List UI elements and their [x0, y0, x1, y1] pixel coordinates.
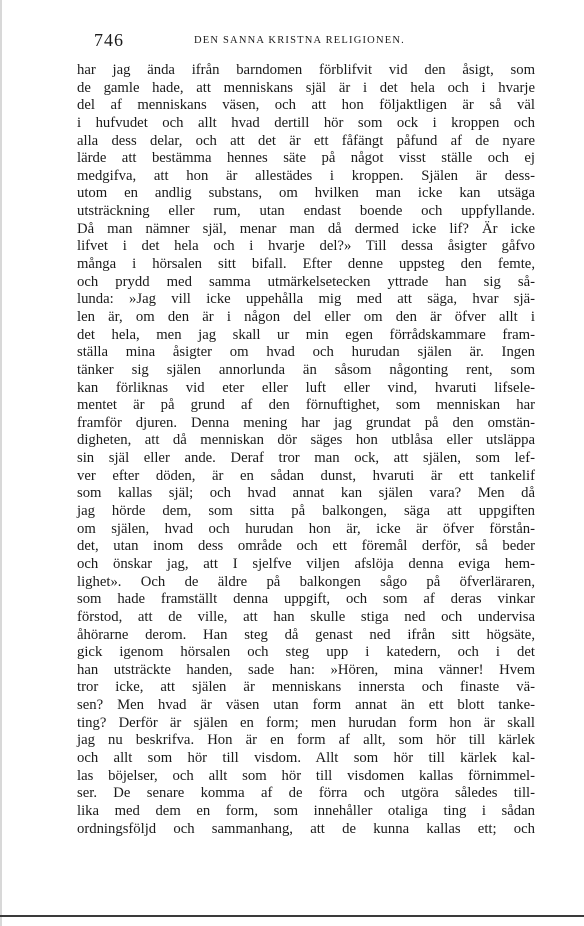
text-line: gick igenom hörsalen och steg upp i katedern, och i det [77, 644, 535, 661]
page-number: 746 [94, 30, 124, 50]
bottom-rule [0, 915, 584, 917]
text-line: del af menniskans väsen, och att hon följaktligen är så väl [77, 97, 535, 114]
text-line: och önskar jag, att I sjelfve viljen afslöja denna eviga hem- [77, 555, 535, 572]
text-line: ver efter döden, är en sådan dunst, hvaruti är ett tankelif [77, 467, 535, 484]
text-line: han utsträckte handen, sade han: »Hören, mina vänner! Hvem [77, 661, 535, 678]
text-line: det hela, men jag skall ur min egen förrådskammare fram- [77, 326, 535, 343]
text-line: och allt som hör till visdom. Allt som hör till kärlek kal- [77, 749, 535, 766]
text-line: många i hörsalen sitt bifall. Efter denne uppsteg den femte, [77, 256, 535, 273]
text-line: om själen, hvad och hurudan hon är, icke är öfver förstån- [77, 520, 535, 537]
text-line: len är, om den är i någon del eller om den är öfver allt i [77, 308, 535, 325]
text-line: kan förliknas vid eter eller luft eller vind, hvaruti lifsele- [77, 379, 535, 396]
text-line: och prydd med samma utmärkelsetecken yttrade han sig så- [77, 273, 535, 290]
text-line: digheten, att då menniskan dör säges hon utblåsa eller utsläppa [77, 432, 535, 449]
text-line: lärde att bestämma hennes säte på något visst ställe och ej [77, 150, 535, 167]
text-line: de gamle hade, att menniskans själ är i det hela och i hvarje [77, 79, 535, 96]
text-line: las böjelser, och allt som hör till visdomen kallas förnimmel- [77, 767, 535, 784]
text-line: utom en andlig substans, om hvilken man icke kan utsäga [77, 185, 535, 202]
text-line: lighet». Och de äldre på balkongen sågo på öfverläraren, [77, 573, 535, 590]
page-header [94, 30, 534, 52]
text-line: som hade framställt denna uppgift, och som af deras vinkar [77, 591, 535, 608]
text-line: jag nu beskrifva. Hon är en form af allt, som hör till kärlek [77, 732, 535, 749]
text-line: som kallas själ; och hvad annat kan själen vara? Men då [77, 485, 535, 502]
text-line: utsträckning eller rum, utan endast boende och uppfyllande. [77, 203, 535, 220]
text-line: mentet är på grund af den förnuftighet, som menniskan har [77, 397, 535, 414]
text-line: lunda: »Jag vill icke uppehålla mig med att säga, hvar sjä- [77, 291, 535, 308]
text-line: förstod, att de ville, att han skulle stiga ned och undervisa [77, 608, 535, 625]
text-line: sin själ eller ande. Deraf tror man ock, att själen, som lef- [77, 450, 535, 467]
running-head: DEN SANNA KRISTNA RELIGIONEN. [194, 35, 405, 46]
body-text [77, 62, 535, 838]
text-line: sen? Men hvad är väsen utan form annat än ett blott tanke- [77, 697, 535, 714]
page-edge [0, 0, 2, 926]
text-line: lika med dem en form, som innehåller otaliga ting i sådan [77, 802, 535, 819]
text-line: Då man nämner själ, menar man då dermed icke lif? Är icke [77, 220, 535, 237]
text-line: har jag ända ifrån barndomen förblifvit vid den åsigt, som [77, 62, 535, 78]
text-line: jag hörde dem, som sitta på balkongen, säga att uppgiften [77, 503, 535, 520]
text-line: tänker sig själen annorlunda än såsom någonting rent, som [77, 361, 535, 378]
text-line: medgifva, att hon är allestädes i kroppen. Själen är dess- [77, 167, 535, 184]
text-line: ställa mina åsigter om hvad och hurudan själen är. Ingen [77, 344, 535, 361]
text-line: tror icke, att själen är menniskans innersta och finaste vä- [77, 679, 535, 696]
text-line: åhörarne derom. Han steg då genast ned ifrån sitt högsäte, [77, 626, 535, 643]
text-line: ser. De senare komma af de förra och utgöra således till- [77, 785, 535, 802]
text-line: framför djuren. Denna mening har jag grundat på den omstän- [77, 414, 535, 431]
text-line: ting? Derför är själen en form; men hurudan form hon är skall [77, 714, 535, 731]
text-line: alla dess delar, och att det är ett fåfängt påfund af de nyare [77, 132, 535, 149]
text-line: i hufvudet och allt hvad dertill hör som ock i kroppen och [77, 114, 535, 131]
text-line: lifvet i det hela och i hvarje del?» Till dessa åsigter gåfvo [77, 238, 535, 255]
text-line: det, utan inom dess område och ett föremål derför, så beder [77, 538, 535, 555]
text-line: ordningsföljd och sammanhang, att de kunna kallas ett; och [77, 820, 535, 837]
